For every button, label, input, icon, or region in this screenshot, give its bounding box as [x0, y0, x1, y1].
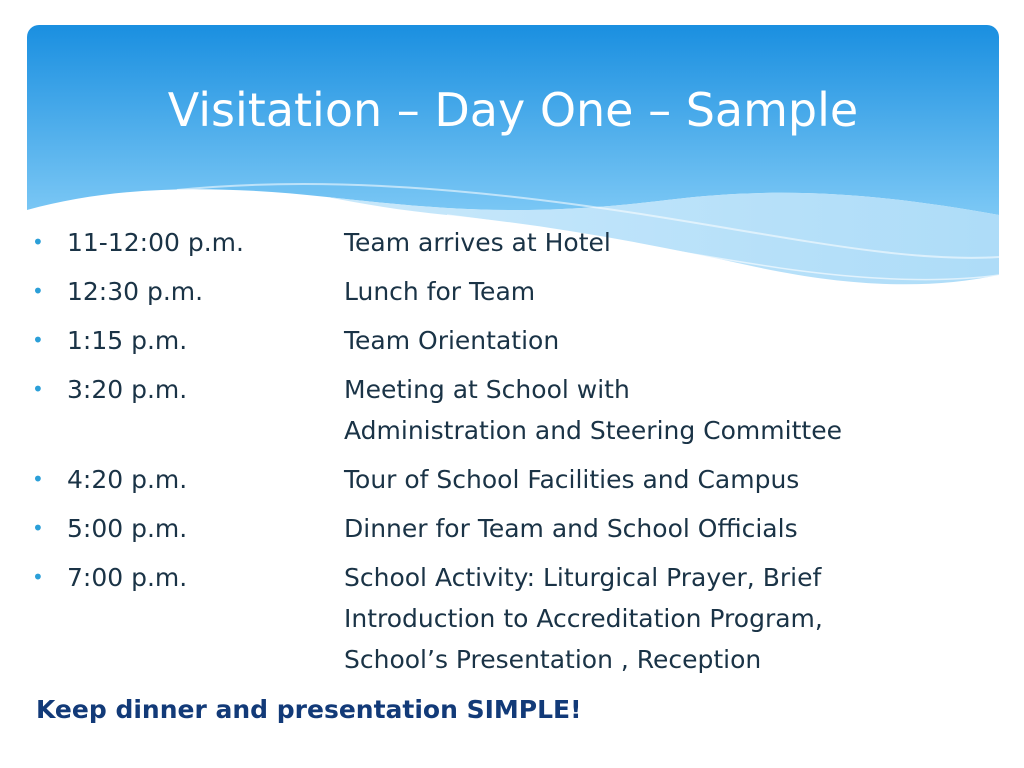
agenda-description-line: Lunch for Team — [344, 277, 536, 306]
agenda-description-line: Team Orientation — [344, 326, 560, 355]
agenda-time: 11-12:00 p.m. — [67, 228, 244, 257]
bullet-icon: • — [32, 230, 44, 254]
agenda-time: 12:30 p.m. — [67, 277, 204, 306]
agenda-time: 1:15 p.m. — [67, 326, 188, 355]
bullet-icon: • — [32, 516, 44, 540]
agenda-time: 7:00 p.m. — [67, 563, 188, 592]
bullet-icon: • — [32, 467, 44, 491]
agenda-time: 3:20 p.m. — [67, 375, 188, 404]
agenda-time: 4:20 p.m. — [67, 465, 188, 494]
agenda-description — [344, 459, 984, 500]
slide-title: Visitation – Day One – Sample — [167, 83, 859, 137]
bullet-icon: • — [32, 565, 44, 589]
agenda-description-line: Introduction to Accreditation Program, — [344, 604, 823, 633]
agenda-description-line: Dinner for Team and School Officials — [344, 514, 798, 543]
agenda-item — [32, 320, 992, 361]
bullet-icon: • — [32, 328, 44, 352]
agenda-description — [344, 369, 984, 451]
agenda-list — [32, 222, 992, 688]
agenda-item — [32, 271, 992, 312]
agenda-item — [32, 369, 992, 451]
agenda-description-line: Administration and Steering Committee — [344, 416, 842, 445]
agenda-description-line: Meeting at School with — [344, 375, 630, 404]
agenda-description-line: Team arrives at Hotel — [344, 228, 611, 257]
agenda-description — [344, 508, 984, 549]
footer-note: Keep dinner and presentation SIMPLE! — [36, 695, 582, 724]
agenda-description-line: School Activity: Liturgical Prayer, Brief — [344, 563, 822, 592]
agenda-item — [32, 222, 992, 263]
agenda-description — [344, 320, 984, 361]
agenda-description-line: School’s Presentation , Reception — [344, 645, 762, 674]
bullet-icon: • — [32, 279, 44, 303]
agenda-time: 5:00 p.m. — [67, 514, 188, 543]
agenda-description — [344, 271, 984, 312]
agenda-description — [344, 222, 984, 263]
bullet-icon: • — [32, 377, 44, 401]
agenda-item — [32, 557, 992, 680]
agenda-description — [344, 557, 984, 680]
agenda-item — [32, 508, 992, 549]
agenda-item — [32, 459, 992, 500]
agenda-description-line: Tour of School Facilities and Campus — [344, 465, 800, 494]
